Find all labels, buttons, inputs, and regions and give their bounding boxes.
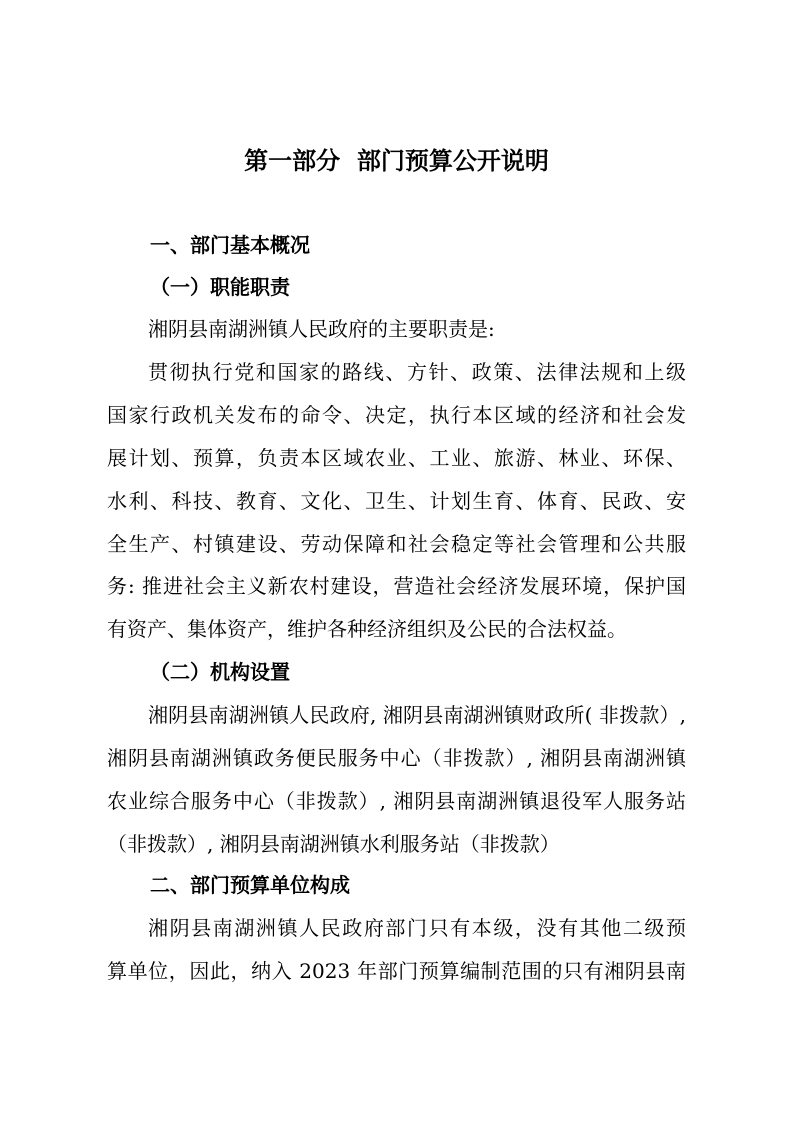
subsection-heading-duties: （一）职能职责 (150, 275, 290, 299)
paragraph-line: 湘阴县南湖洲镇人民政府, 湘阴县南湖洲镇财政所( 非拨款）, (148, 703, 686, 727)
paragraph-line: 湘阴县南湖洲镇人民政府的主要职责是: (148, 317, 495, 341)
paragraph-line: 全生产、村镇建设、劳动保障和社会稳定等社会管理和公共服 (107, 532, 686, 556)
subsection-heading-organization: （二）机构设置 (150, 660, 290, 684)
paragraph-line: 国家行政机关发布的命令、决定，执行本区域的经济和社会发 (107, 403, 686, 427)
page-title: 第一部分 部门预算公开说明 (244, 147, 549, 175)
paragraph-line: 贯彻执行党和国家的路线、方针、政策、法律法规和上级 (148, 360, 686, 384)
paragraph-line: 展计划、预算，负责本区域农业、工业、旅游、林业、环保、 (107, 446, 686, 470)
paragraph-line: 湘阴县南湖洲镇政务便民服务中心（非拨款）, 湘阴县南湖洲镇 (107, 746, 686, 770)
paragraph-line: （非拨款）, 湘阴县南湖洲镇水利服务站（非拨款） (107, 832, 560, 856)
paragraph-line: 算单位，因此，纳入 2023 年部门预算编制范围的只有湘阴县南 (107, 959, 686, 983)
section-heading-basic-overview: 一、部门基本概况 (150, 233, 310, 257)
paragraph-line: 务: 推进社会主义新农村建设，营造社会经济发展环境，保护国 (107, 574, 686, 598)
paragraph-line: 有资产、集体资产，维护各种经济组织及公民的合法权益。 (107, 617, 627, 641)
paragraph-line: 农业综合服务中心（非拨款）, 湘阴县南湖洲镇退役军人服务站 (107, 789, 686, 813)
section-heading-budget-units: 二、部门预算单位构成 (150, 873, 350, 897)
paragraph-line: 湘阴县南湖洲镇人民政府部门只有本级，没有其他二级预 (148, 916, 686, 940)
paragraph-line: 水利、科技、教育、文化、卫生、计划生育、体育、民政、安 (107, 489, 686, 513)
